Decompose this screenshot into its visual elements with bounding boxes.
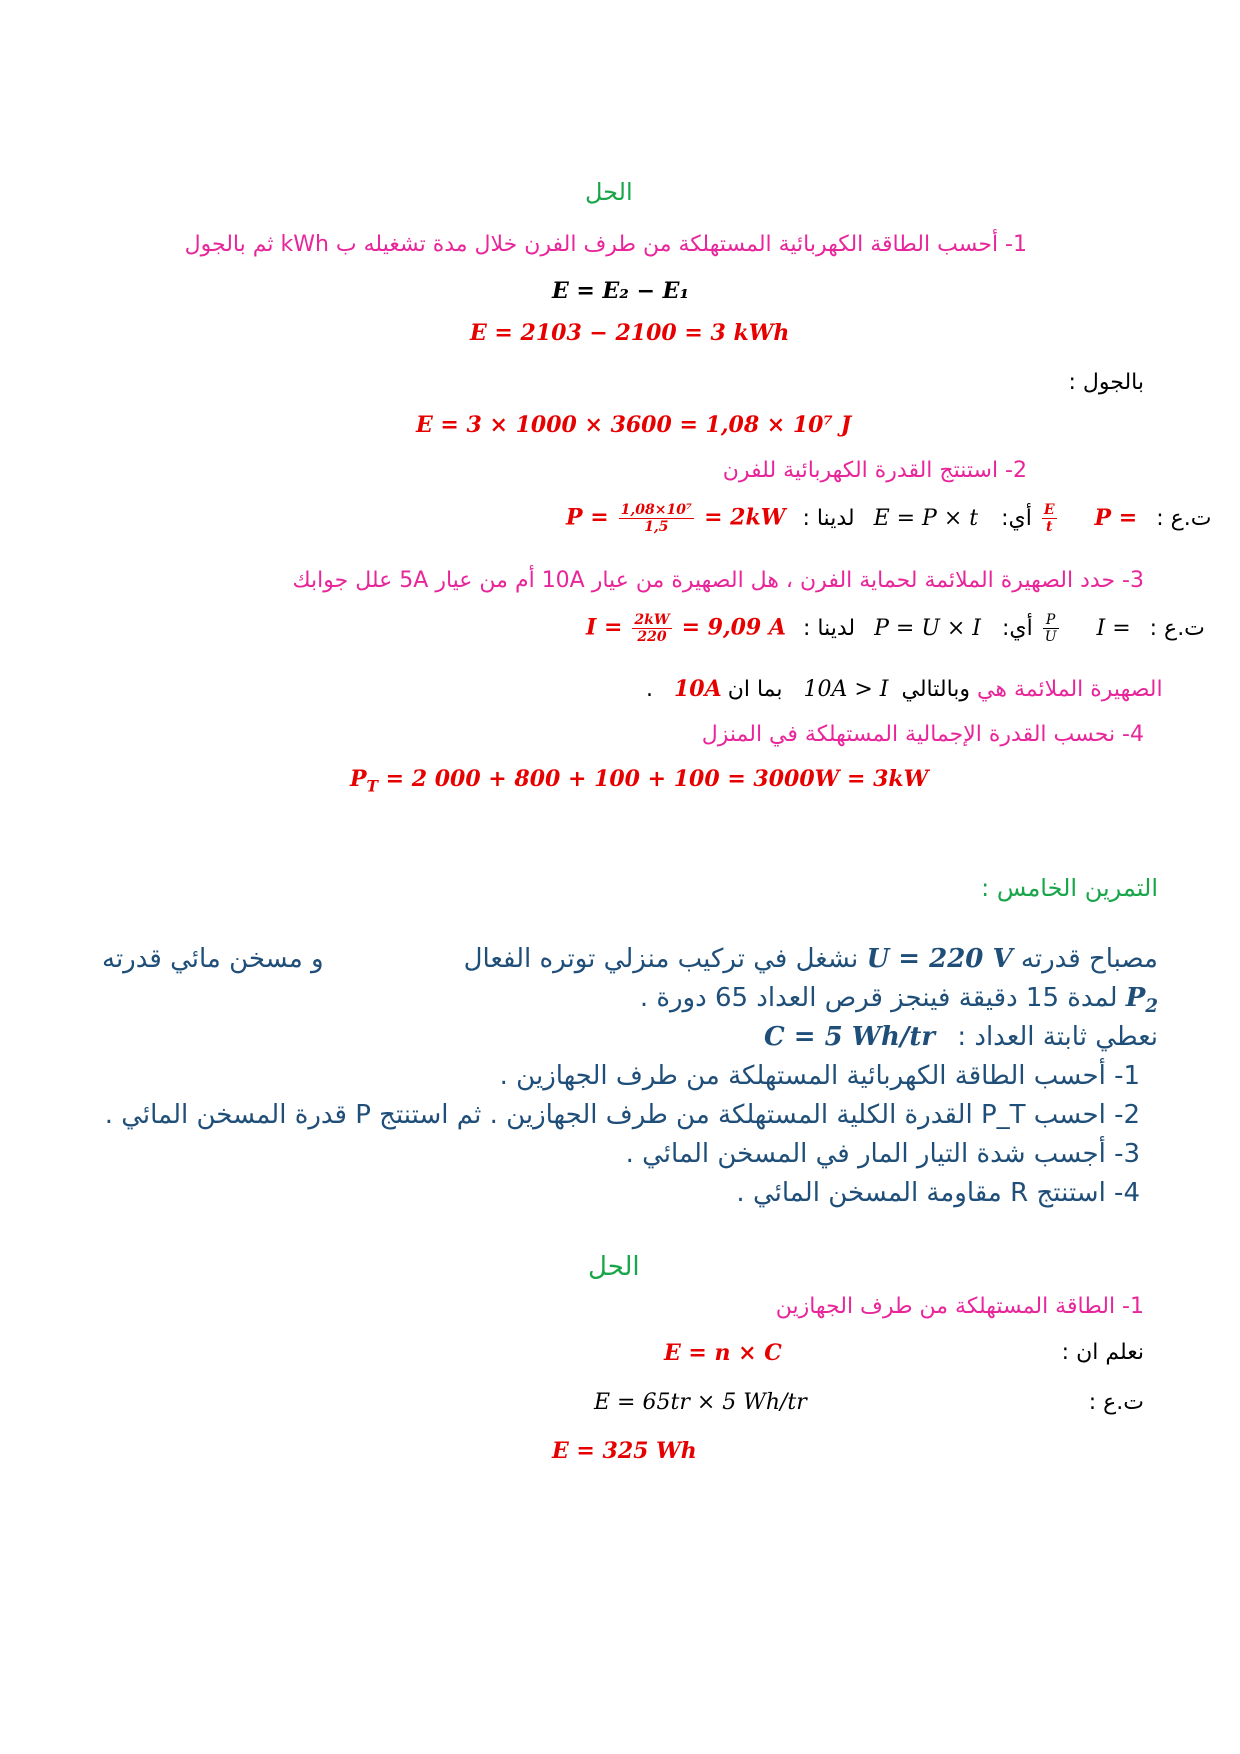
fuse-text: الصهيرة الملائمة هي	[977, 677, 1163, 702]
fraction-e: E	[1043, 502, 1055, 518]
given-label: لدينا :	[802, 505, 855, 531]
current-result-rhs: = 9,09 A	[681, 614, 786, 641]
numeric-application-label-2: ت.ع :	[1149, 615, 1205, 641]
power-fraction-denominator: 1,5	[644, 519, 669, 535]
current-line	[586, 612, 1205, 645]
current-fraction-numerator: 2kW	[634, 612, 670, 628]
since-label: بما ان	[727, 677, 783, 702]
meter-constant-label: نعطي ثابتة العداد :	[957, 1022, 1158, 1052]
question-3: 3- حدد الصهيرة الملائمة لحماية الفرن ، هل الصهيرة من عيار 10A أم من عيار 5A علل جوابك	[292, 568, 1144, 593]
exercise-item-4: 4- استنتج R مقاومة المسخن المائي .	[736, 1178, 1140, 1208]
installation-text: نشغل في تركيب منزلي توتره الفعال	[463, 944, 859, 974]
power-result-rhs: = 2kW	[704, 504, 786, 531]
question-4: 4- نحسب القدرة الإجمالية المستهلكة في المنزل	[701, 722, 1144, 747]
power-formula: P = U × I	[874, 615, 981, 641]
fraction-t: t	[1045, 519, 1053, 535]
exercise-line-1-main	[464, 944, 1158, 974]
solution-heading: الحل	[585, 178, 633, 206]
in-joule-label: بالجول :	[1068, 370, 1144, 395]
equation-energy-count: E = n × C	[664, 1340, 782, 1366]
total-power-expression: = 2 000 + 800 + 100 + 100 = 3000W = 3kW	[378, 766, 929, 792]
power-formula-lhs: P =	[1094, 504, 1138, 531]
equation-energy-result: E = 325 Wh	[552, 1438, 697, 1464]
energy-formula: E = P × t	[873, 505, 979, 531]
equation-energy-kwh: E = 2103 − 2100 = 3 kWh	[470, 320, 790, 346]
ie-label: أي:	[1001, 505, 1032, 531]
therefore-label: وبالتالي	[901, 677, 971, 702]
power-formula-fraction	[1042, 502, 1057, 535]
power-fraction	[619, 502, 694, 535]
power-result-lhs: P =	[566, 504, 609, 531]
voltage-value: U = 220 V	[866, 944, 1013, 974]
lamp-text: مصباح قدرته	[1020, 944, 1158, 974]
equation-energy-substitution: E = 65tr × 5 Wh/tr	[594, 1390, 807, 1415]
exercise-item-2: 2- احسب P_T القدرة الكلية المستهلكة من طرف الجهازين . ثم استنتج P قدرة المسخن المائي .	[104, 1100, 1140, 1130]
exercise-item-3: 3- أجسب شدة التيار المار في المسخن المائي .	[625, 1139, 1140, 1169]
power-line	[566, 502, 1211, 535]
fraction-u: U	[1044, 629, 1057, 645]
total-power-symbol: $P_T$	[350, 766, 378, 796]
equation-total-power	[350, 766, 928, 795]
fuse-conclusion	[646, 676, 1163, 702]
fuse-value: 10A	[674, 676, 722, 702]
know-label: نعلم ان :	[1061, 1340, 1144, 1365]
exercise-5-title: التمرين الخامس :	[981, 874, 1158, 902]
current-fraction	[632, 612, 671, 645]
water-heater-text: و مسخن مائي قدرته	[102, 944, 324, 974]
solution-2-question-1: 1- الطاقة المستهلكة من طرف الجهازين	[775, 1294, 1144, 1319]
question-2: 2- استنتج القدرة الكهربائية للفرن	[722, 458, 1027, 483]
exercise-line-2	[640, 983, 1158, 1017]
given-label-2: لدينا :	[802, 615, 856, 641]
equation-energy-difference: E = E₂ − E₁	[552, 278, 690, 304]
current-result-lhs: I =	[586, 614, 623, 641]
p2-symbol: $P_2$	[1125, 983, 1158, 1018]
numeric-application-label-3: ت.ع :	[1088, 1390, 1144, 1415]
question-1: 1- أحسب الطاقة الكهربائية المستهلكة من طرف الفرن خلال مدة تشغيله ب kWh ثم بالجول	[184, 232, 1027, 257]
exercise-item-1: 1- أحسب الطاقة الكهربائية المستهلكة من طرف الجهازين .	[499, 1061, 1140, 1091]
solution-2-heading: الحل	[588, 1252, 640, 1282]
current-formula-lhs: I =	[1096, 615, 1131, 641]
fraction-p: P	[1043, 612, 1059, 629]
ie-label-2: أي:	[1001, 615, 1033, 641]
current-fraction-denominator: 220	[637, 629, 667, 645]
exercise-line-3	[764, 1022, 1158, 1052]
current-comparison: 10A > I	[803, 677, 889, 702]
numeric-application-label: ت.ع :	[1156, 505, 1212, 531]
duration-text: لمدة 15 دقيقة فينجز قرص العداد 65 دورة .	[639, 983, 1118, 1013]
equation-energy-joule: E = 3 × 1000 × 3600 = 1,08 × 10⁷ J	[416, 412, 852, 438]
power-fraction-numerator: 1,08×10⁷	[620, 502, 693, 518]
current-formula-fraction	[1043, 612, 1059, 645]
period: .	[646, 677, 653, 702]
meter-constant: C = 5 Wh/tr	[764, 1022, 936, 1052]
